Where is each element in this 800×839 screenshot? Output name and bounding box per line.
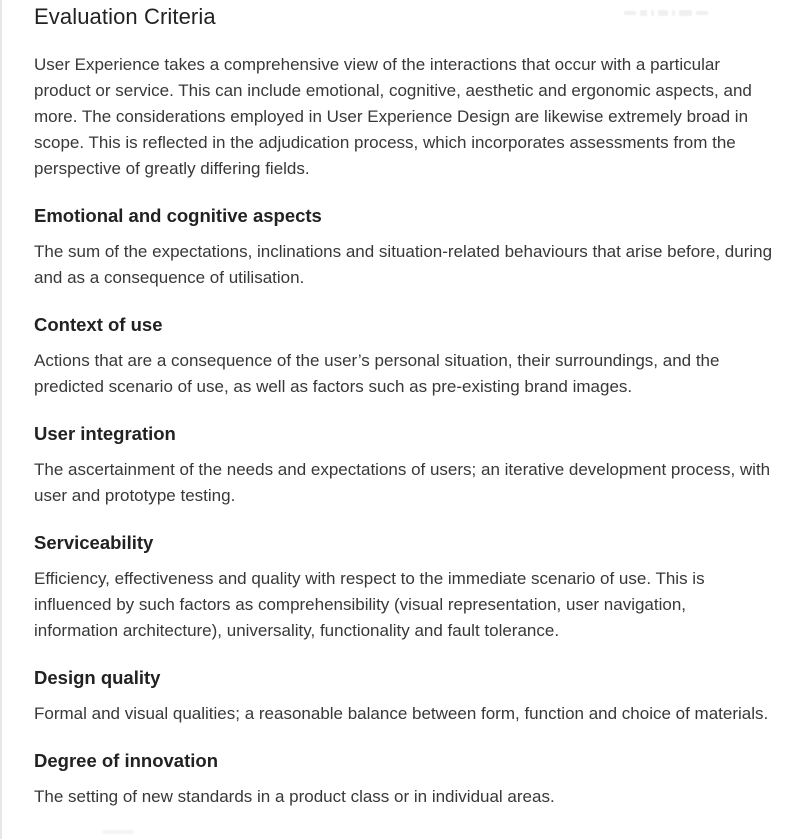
- section-body: Efficiency, effectiveness and quality with respect to the immediate scenario of use. This is influenced by such factors as comprehensibility (visual representation, user navigation, information architecture), universality, functionality and fault tolerance.: [34, 569, 705, 640]
- section-body: The sum of the expectations, inclinations and situation-related behaviours that arise before, during and as a consequence of utilisation.: [34, 242, 773, 287]
- intro-paragraph: User Experience takes a comprehensive view of the interactions that occur with a particular product or service. This can include emotional, cognitive, aesthetic and ergonomic aspects, and more. The considerations employed in User Experience Design are likewise extremely broad in scope. This is reflected in the adjudication process, which incorporates assessments from the perspective of greatly differing fields.: [34, 55, 752, 178]
- section-body: The ascertainment of the needs and expectations of users; an iterative development process, with user and prototype testing.: [34, 460, 771, 505]
- section-degree-of-innovation: [34, 749, 774, 810]
- section-heading: Emotional and cognitive aspects: [34, 205, 322, 226]
- ghost-faded-text: [624, 9, 708, 17]
- section-user-integration: [34, 422, 774, 509]
- section-body: Actions that are a consequence of the user’s personal situation, their surroundings, and the predicted scenario of use, as well as factors such as pre-existing brand images.: [34, 351, 720, 396]
- section-emotional-cognitive: [34, 204, 774, 291]
- section-body: The setting of new standards in a product class or in individual areas.: [34, 787, 555, 806]
- section-design-quality: [34, 666, 774, 727]
- section-heading: Design quality: [34, 667, 161, 688]
- section-serviceability: [34, 531, 774, 644]
- section-heading: Serviceability: [34, 532, 154, 553]
- section-heading: User integration: [34, 423, 176, 444]
- section-heading: Context of use: [34, 314, 163, 335]
- section-heading: Degree of innovation: [34, 750, 218, 771]
- section-body: Formal and visual qualities; a reasonable balance between form, function and choice of materials.: [34, 704, 769, 723]
- ghost-smudge: [102, 830, 134, 834]
- section-context-of-use: [34, 313, 774, 400]
- page-title: Evaluation Criteria: [34, 4, 216, 29]
